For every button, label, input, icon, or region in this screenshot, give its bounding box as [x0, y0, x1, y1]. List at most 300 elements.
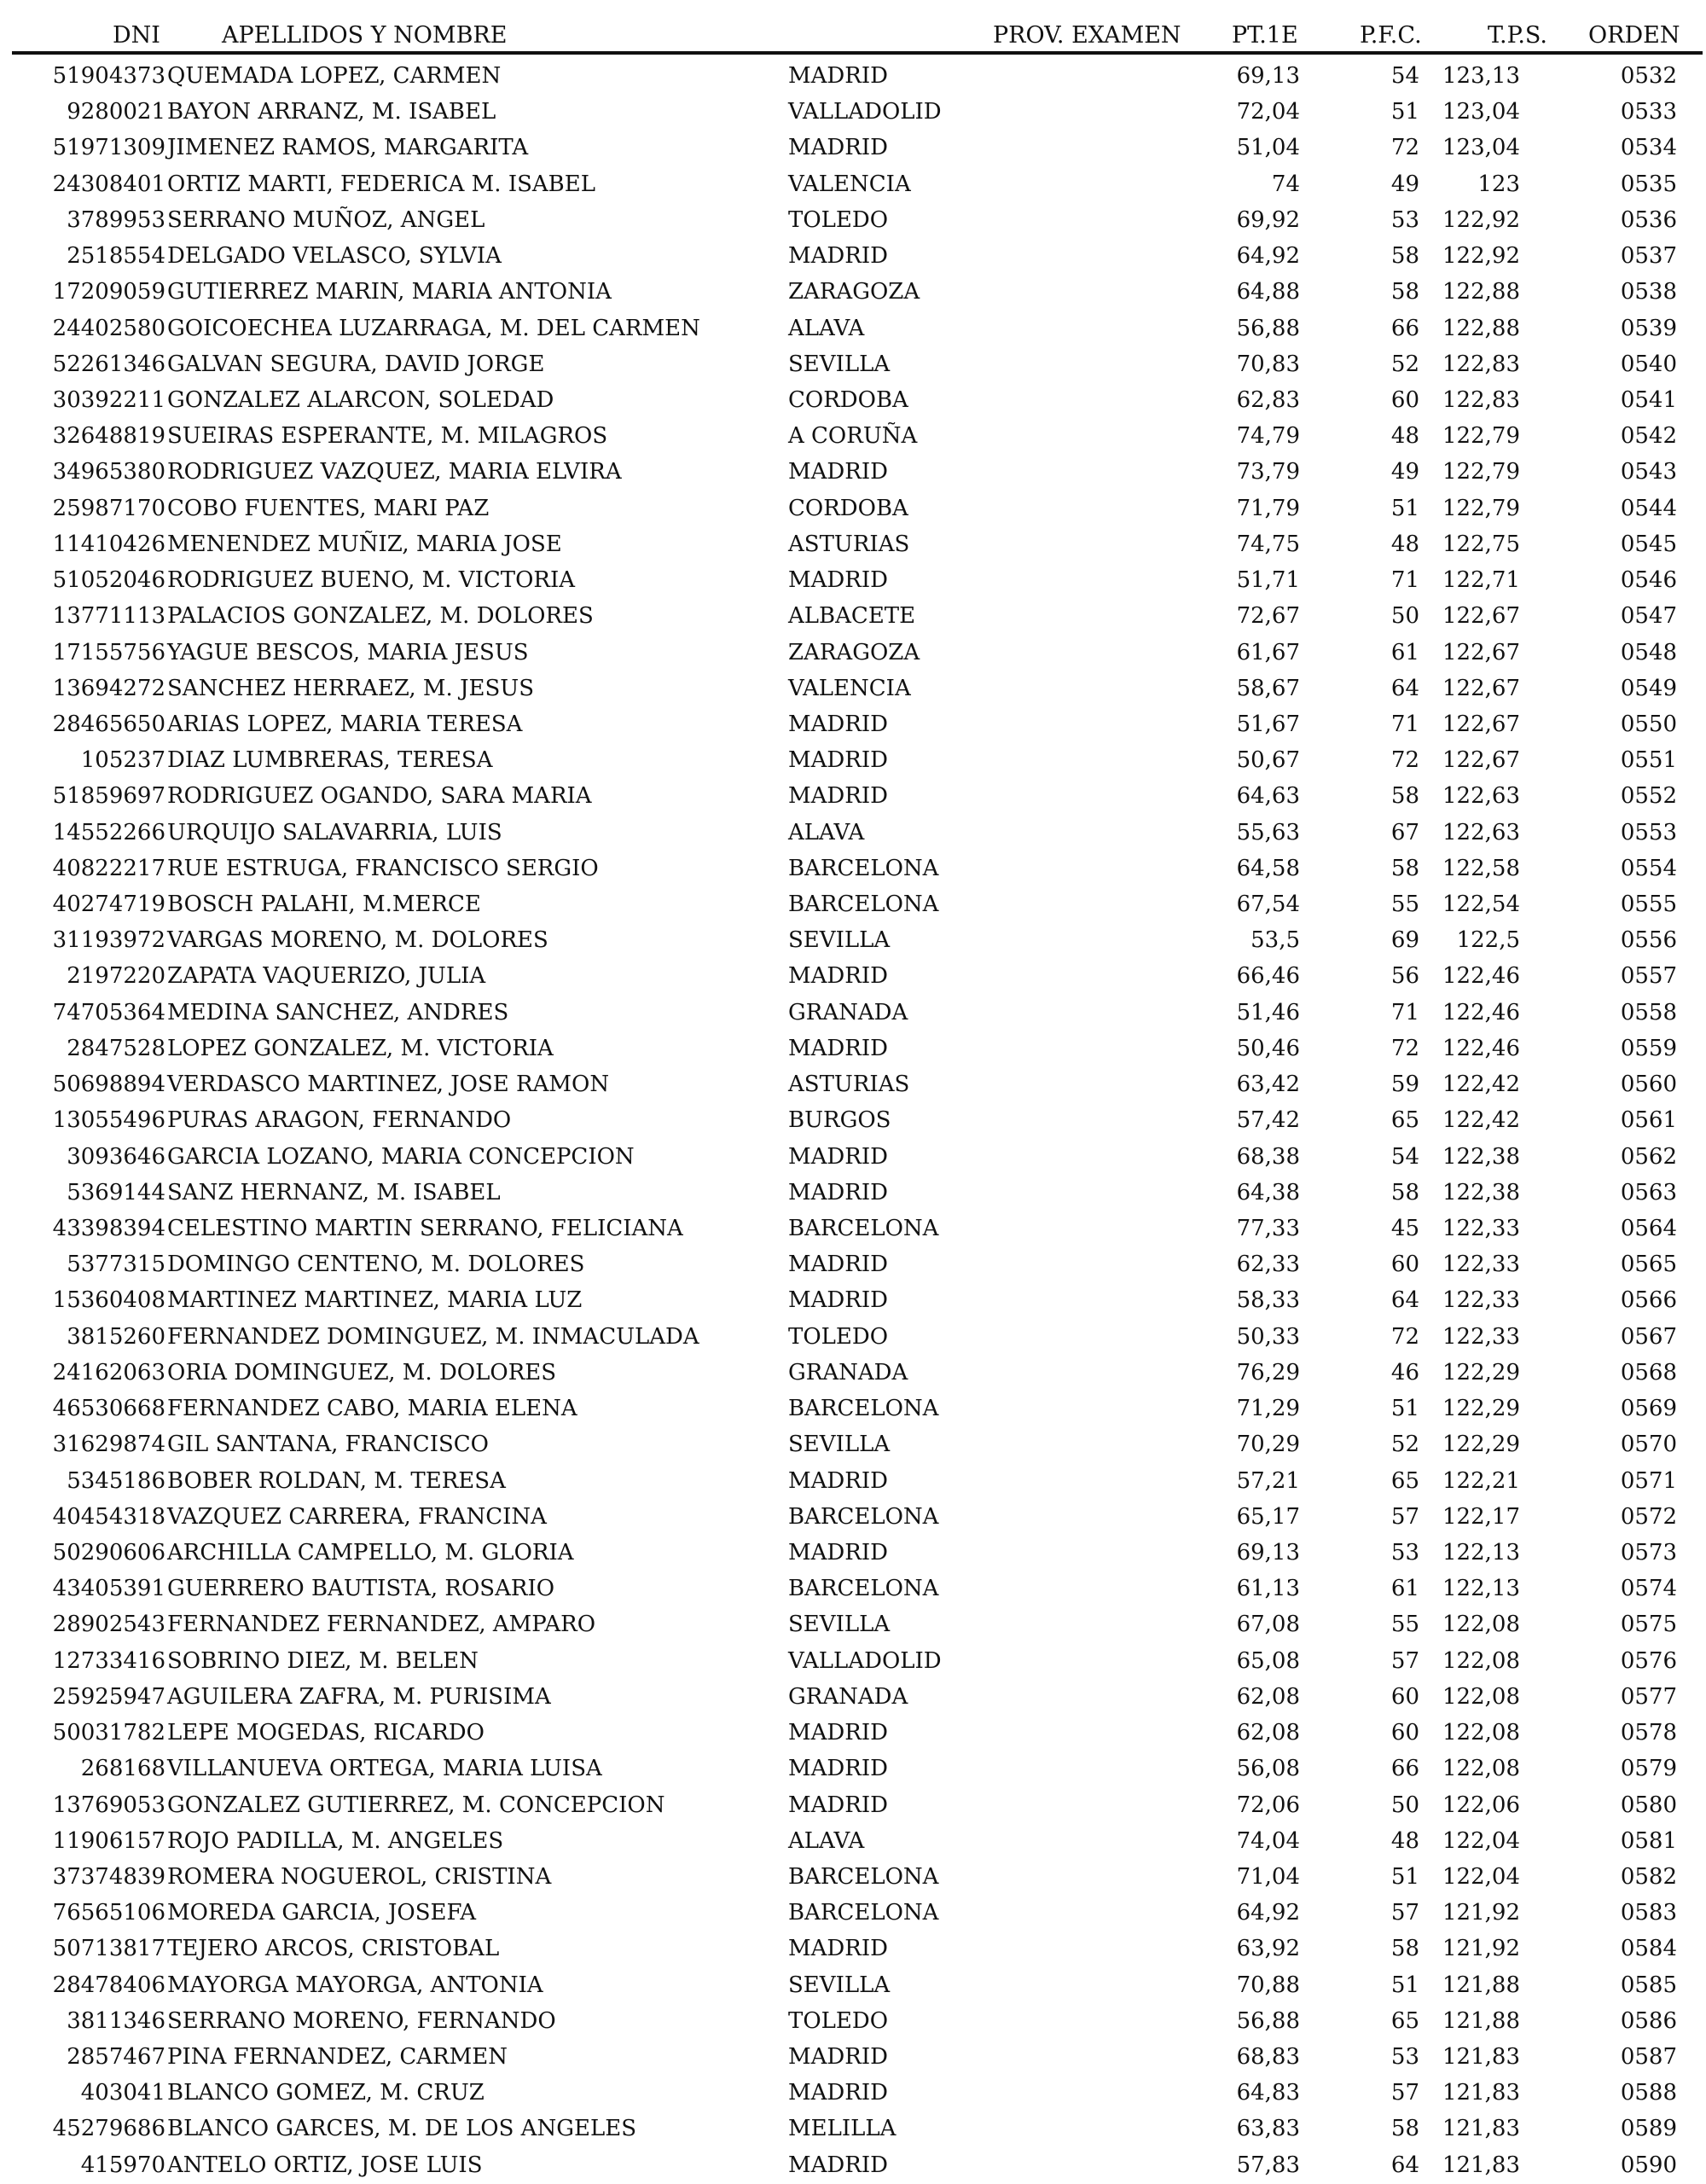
cell-pt: 76,29	[1236, 1359, 1300, 1385]
cell-pt: 66,46	[1236, 963, 1300, 990]
cell-orden: 0570	[1620, 1432, 1677, 1458]
cell-orden: 0558	[1620, 999, 1677, 1025]
cell-prov: MADRID	[788, 711, 888, 737]
cell-pt: 65,08	[1236, 1647, 1300, 1674]
cell-orden: 0565	[1620, 1252, 1677, 1278]
cell-prov: MELILLA	[788, 2116, 897, 2142]
cell-pfc: 60	[1390, 1720, 1419, 1746]
cell-dni: 50031782	[52, 1720, 165, 1746]
cell-pfc: 57	[1390, 2080, 1419, 2106]
cell-orden: 0553	[1620, 819, 1677, 845]
cell-dni: 50698894	[52, 1072, 165, 1098]
header-orden: ORDEN	[1588, 22, 1680, 49]
cell-prov: ALAVA	[788, 1827, 865, 1854]
cell-prov: TOLEDO	[788, 1323, 889, 1350]
table-row	[0, 778, 1706, 814]
cell-tps: 123,04	[1442, 99, 1520, 125]
cell-tps: 122,88	[1442, 279, 1520, 305]
cell-pt: 70,88	[1236, 1972, 1300, 1998]
cell-tps: 122,5	[1456, 927, 1520, 954]
table-row	[0, 671, 1706, 706]
cell-pt: 64,58	[1236, 855, 1300, 881]
cell-dni: 268168	[80, 1756, 165, 1782]
cell-tps: 123,13	[1442, 63, 1520, 89]
cell-pfc: 72	[1390, 135, 1419, 161]
cell-tps: 122,54	[1442, 892, 1520, 918]
cell-prov: ALAVA	[788, 315, 865, 341]
cell-name: SUEIRAS ESPERANTE, M. MILAGROS	[167, 423, 608, 450]
cell-orden: 0579	[1620, 1756, 1677, 1782]
header-pt: PT.1E	[1232, 22, 1298, 49]
cell-tps: 122,33	[1442, 1287, 1520, 1314]
cell-name: MARTINEZ MARTINEZ, MARIA LUZ	[167, 1287, 583, 1314]
cell-pt: 64,92	[1236, 1900, 1300, 1926]
cell-pfc: 58	[1390, 1936, 1419, 1962]
cell-name: VILLANUEVA ORTEGA, MARIA LUISA	[167, 1756, 602, 1782]
cell-pfc: 58	[1390, 2116, 1419, 2142]
cell-prov: MADRID	[788, 2044, 888, 2071]
cell-pfc: 57	[1390, 1900, 1419, 1926]
cell-orden: 0538	[1620, 279, 1677, 305]
cell-prov: MADRID	[788, 1936, 888, 1962]
cell-dni: 105237	[80, 747, 165, 774]
cell-name: RODRIGUEZ VAZQUEZ, MARIA ELVIRA	[167, 459, 622, 485]
cell-pt: 57,42	[1236, 1107, 1300, 1134]
table-row	[0, 1571, 1706, 1606]
cell-pfc: 53	[1390, 2044, 1419, 2071]
cell-orden: 0569	[1620, 1396, 1677, 1422]
cell-pt: 50,33	[1236, 1323, 1300, 1350]
cell-orden: 0588	[1620, 2080, 1677, 2106]
cell-pt: 62,08	[1236, 1720, 1300, 1746]
table-row	[0, 1535, 1706, 1571]
table-row	[0, 1499, 1706, 1535]
cell-pt: 61,13	[1236, 1576, 1300, 1602]
header-tps: T.P.S.	[1488, 22, 1548, 49]
cell-prov: MADRID	[788, 63, 888, 89]
cell-name: CELESTINO MARTIN SERRANO, FELICIANA	[167, 1216, 683, 1241]
table-row	[0, 1175, 1706, 1211]
cell-tps: 122,46	[1442, 999, 1520, 1025]
cell-pfc: 58	[1390, 783, 1419, 810]
cell-dni: 24308401	[52, 171, 165, 197]
cell-prov: SEVILLA	[788, 1972, 891, 1998]
cell-dni: 12733416	[52, 1647, 165, 1674]
table-row	[0, 382, 1706, 418]
cell-name: BOSCH PALAHI, M.MERCE	[167, 892, 481, 918]
cell-orden: 0536	[1620, 206, 1677, 233]
table-row	[0, 2111, 1706, 2146]
cell-name: PINA FERNANDEZ, CARMEN	[167, 2044, 508, 2071]
table-row	[0, 742, 1706, 778]
cell-orden: 0541	[1620, 386, 1677, 413]
cell-pt: 69,92	[1236, 206, 1300, 233]
cell-dni: 17155756	[52, 639, 165, 665]
cell-pt: 64,92	[1236, 243, 1300, 270]
cell-prov: BARCELONA	[788, 1900, 939, 1926]
cell-tps: 121,83	[1442, 2116, 1520, 2142]
table-row	[0, 2039, 1706, 2075]
table-row	[0, 418, 1706, 454]
cell-pt: 71,79	[1236, 495, 1300, 521]
cell-pt: 55,63	[1236, 819, 1300, 845]
cell-orden: 0571	[1620, 1467, 1677, 1494]
cell-dni: 3811346	[67, 2007, 165, 2034]
cell-pfc: 45	[1390, 1216, 1419, 1241]
cell-dni: 9280021	[67, 99, 165, 125]
cell-pt: 63,83	[1236, 2116, 1300, 2142]
cell-pfc: 65	[1390, 1107, 1419, 1134]
cell-name: ROJO PADILLA, M. ANGELES	[167, 1827, 504, 1854]
cell-name: ANTELO ORTIZ, JOSE LUIS	[167, 2152, 483, 2178]
cell-pfc: 51	[1390, 495, 1419, 521]
table-row	[0, 815, 1706, 851]
cell-dni: 13771113	[52, 603, 165, 630]
cell-pfc: 67	[1390, 819, 1419, 845]
cell-name: BLANCO GOMEZ, M. CRUZ	[167, 2080, 485, 2106]
cell-orden: 0551	[1620, 747, 1677, 774]
cell-name: VARGAS MORENO, M. DOLORES	[167, 927, 548, 954]
cell-tps: 122,29	[1442, 1432, 1520, 1458]
cell-dni: 51971309	[52, 135, 165, 161]
cell-prov: MADRID	[788, 1252, 888, 1278]
cell-name: RODRIGUEZ BUENO, M. VICTORIA	[167, 567, 576, 594]
cell-name: URQUIJO SALAVARRIA, LUIS	[167, 819, 502, 845]
cell-prov: MADRID	[788, 1179, 888, 1205]
cell-orden: 0574	[1620, 1576, 1677, 1602]
cell-prov: MADRID	[788, 963, 888, 990]
cell-orden: 0546	[1620, 567, 1677, 594]
cell-orden: 0550	[1620, 711, 1677, 737]
cell-pfc: 64	[1390, 1287, 1419, 1314]
cell-prov: BARCELONA	[788, 855, 939, 881]
header-name: APELLIDOS Y NOMBRE	[222, 22, 508, 49]
cell-tps: 122,67	[1442, 747, 1520, 774]
cell-prov: ASTURIAS	[788, 1072, 910, 1098]
cell-prov: CORDOBA	[788, 495, 908, 521]
cell-name: MENENDEZ MUÑIZ, MARIA JOSE	[167, 531, 562, 557]
cell-pfc: 48	[1390, 423, 1419, 450]
cell-tps: 123	[1477, 171, 1520, 197]
table-row	[0, 958, 1706, 994]
cell-pfc: 58	[1390, 1179, 1419, 1205]
cell-prov: MADRID	[788, 459, 888, 485]
cell-tps: 122,29	[1442, 1396, 1520, 1422]
cell-pt: 74	[1271, 171, 1300, 197]
cell-orden: 0559	[1620, 1035, 1677, 1061]
cell-name: ROMERA NOGUEROL, CRISTINA	[167, 1863, 552, 1890]
cell-prov: VALLADOLID	[788, 1647, 942, 1674]
cell-dni: 40822217	[52, 855, 165, 881]
cell-pt: 57,83	[1236, 2152, 1300, 2178]
cell-name: SERRANO MUÑOZ, ANGEL	[167, 206, 485, 233]
cell-pfc: 48	[1390, 1827, 1419, 1854]
cell-tps: 122,29	[1442, 1359, 1520, 1385]
cell-prov: BARCELONA	[788, 1396, 939, 1422]
cell-prov: ALBACETE	[788, 603, 916, 630]
cell-orden: 0540	[1620, 351, 1677, 377]
cell-pt: 71,04	[1236, 1863, 1300, 1890]
cell-name: ORIA DOMINGUEZ, M. DOLORES	[167, 1359, 557, 1385]
cell-tps: 122,33	[1442, 1252, 1520, 1278]
cell-tps: 122,08	[1442, 1756, 1520, 1782]
cell-name: GARCIA LOZANO, MARIA CONCEPCION	[167, 1143, 635, 1170]
cell-name: DIAZ LUMBRERAS, TERESA	[167, 747, 493, 774]
cell-orden: 0578	[1620, 1720, 1677, 1746]
cell-pfc: 58	[1390, 279, 1419, 305]
cell-name: GIL SANTANA, FRANCISCO	[167, 1432, 489, 1458]
cell-tps: 122,13	[1442, 1539, 1520, 1565]
cell-pt: 72,06	[1236, 1792, 1300, 1818]
table-row	[0, 1895, 1706, 1931]
cell-pt: 74,75	[1236, 531, 1300, 557]
cell-pt: 51,71	[1236, 567, 1300, 594]
cell-dni: 24162063	[52, 1359, 165, 1385]
cell-prov: VALLADOLID	[788, 99, 942, 125]
table-row	[0, 1859, 1706, 1895]
cell-tps: 122,92	[1442, 243, 1520, 270]
cell-pfc: 72	[1390, 1035, 1419, 1061]
cell-name: LOPEZ GONZALEZ, M. VICTORIA	[167, 1035, 554, 1061]
cell-name: PALACIOS GONZALEZ, M. DOLORES	[167, 603, 594, 630]
cell-orden: 0576	[1620, 1647, 1677, 1674]
cell-pt: 68,83	[1236, 2044, 1300, 2071]
cell-pfc: 66	[1390, 315, 1419, 341]
cell-name: GONZALEZ ALARCON, SOLEDAD	[167, 386, 554, 413]
cell-orden: 0587	[1620, 2044, 1677, 2071]
table-row	[0, 886, 1706, 922]
cell-prov: TOLEDO	[788, 2007, 889, 2034]
cell-name: GONZALEZ GUTIERREZ, M. CONCEPCION	[167, 1792, 665, 1818]
table-row	[0, 1066, 1706, 1102]
cell-dni: 28902543	[52, 1612, 165, 1638]
cell-name: GALVAN SEGURA, DAVID JORGE	[167, 351, 545, 377]
cell-orden: 0533	[1620, 99, 1677, 125]
cell-prov: MADRID	[788, 1539, 888, 1565]
cell-tps: 122,33	[1442, 1216, 1520, 1241]
cell-name: MAYORGA MAYORGA, ANTONIA	[167, 1972, 543, 1998]
table-row	[0, 238, 1706, 274]
cell-pt: 63,42	[1236, 1072, 1300, 1098]
table-row	[0, 2075, 1706, 2111]
cell-orden: 0554	[1620, 855, 1677, 881]
cell-orden: 0556	[1620, 927, 1677, 954]
cell-orden: 0573	[1620, 1539, 1677, 1565]
table-row	[0, 851, 1706, 886]
cell-pt: 62,83	[1236, 386, 1300, 413]
cell-tps: 122,63	[1442, 819, 1520, 845]
cell-dni: 31629874	[52, 1432, 165, 1458]
cell-pfc: 51	[1390, 99, 1419, 125]
cell-tps: 122,33	[1442, 1323, 1520, 1350]
header-prov: PROV. EXAMEN	[993, 22, 1181, 49]
table-row	[0, 491, 1706, 526]
cell-pfc: 50	[1390, 1792, 1419, 1818]
table-row	[0, 1715, 1706, 1751]
cell-tps: 122,79	[1442, 423, 1520, 450]
cell-dni: 25925947	[52, 1683, 165, 1710]
cell-orden: 0582	[1620, 1863, 1677, 1890]
cell-dni: 40454318	[52, 1503, 165, 1530]
cell-name: BOBER ROLDAN, M. TERESA	[167, 1467, 506, 1494]
cell-pfc: 71	[1390, 711, 1419, 737]
cell-orden: 0545	[1620, 531, 1677, 557]
cell-dni: 15360408	[52, 1287, 165, 1314]
cell-orden: 0575	[1620, 1612, 1677, 1638]
cell-pt: 72,04	[1236, 99, 1300, 125]
cell-prov: MADRID	[788, 1035, 888, 1061]
cell-orden: 0589	[1620, 2116, 1677, 2142]
cell-dni: 43405391	[52, 1576, 165, 1602]
cell-name: VERDASCO MARTINEZ, JOSE RAMON	[167, 1072, 610, 1098]
table-row	[0, 2003, 1706, 2039]
cell-pt: 56,08	[1236, 1756, 1300, 1782]
cell-prov: A CORUÑA	[788, 423, 918, 450]
cell-prov: SEVILLA	[788, 927, 891, 954]
table-row	[0, 1823, 1706, 1859]
cell-orden: 0585	[1620, 1972, 1677, 1998]
cell-prov: MADRID	[788, 747, 888, 774]
cell-prov: GRANADA	[788, 1359, 908, 1385]
cell-prov: MADRID	[788, 1792, 888, 1818]
table-row	[0, 1751, 1706, 1786]
cell-tps: 122,67	[1442, 603, 1520, 630]
table-row	[0, 202, 1706, 238]
cell-dni: 43398394	[52, 1216, 165, 1241]
cell-dni: 28465650	[52, 711, 165, 737]
cell-orden: 0586	[1620, 2007, 1677, 2034]
cell-dni: 24402580	[52, 315, 165, 341]
cell-prov: BARCELONA	[788, 1863, 939, 1890]
header-pfc: P.F.C.	[1360, 22, 1422, 49]
table-row	[0, 1211, 1706, 1246]
table-row	[0, 562, 1706, 598]
cell-orden: 0555	[1620, 892, 1677, 918]
cell-prov: ZARAGOZA	[788, 279, 920, 305]
cell-pfc: 60	[1390, 1683, 1419, 1710]
cell-tps: 121,92	[1442, 1936, 1520, 1962]
cell-prov: BARCELONA	[788, 892, 939, 918]
cell-prov: TOLEDO	[788, 206, 889, 233]
cell-name: ZAPATA VAQUERIZO, JULIA	[167, 963, 486, 990]
cell-pfc: 51	[1390, 1863, 1419, 1890]
cell-pfc: 65	[1390, 2007, 1419, 2034]
cell-dni: 52261346	[52, 351, 165, 377]
cell-pt: 51,67	[1236, 711, 1300, 737]
table-row	[0, 995, 1706, 1031]
cell-name: GUTIERREZ MARIN, MARIA ANTONIA	[167, 279, 612, 305]
table-row	[0, 274, 1706, 310]
table-row	[0, 1391, 1706, 1426]
cell-pt: 64,38	[1236, 1179, 1300, 1205]
table-row	[0, 1139, 1706, 1175]
table-row	[0, 526, 1706, 562]
cell-dni: 25987170	[52, 495, 165, 521]
cell-dni: 3789953	[67, 206, 165, 233]
table-row	[0, 166, 1706, 202]
cell-orden: 0542	[1620, 423, 1677, 450]
table-header	[12, 19, 1703, 53]
cell-tps: 122,67	[1442, 711, 1520, 737]
cell-dni: 5369144	[67, 1179, 165, 1205]
cell-dni: 13769053	[52, 1792, 165, 1818]
cell-prov: SEVILLA	[788, 1612, 891, 1638]
cell-dni: 3093646	[67, 1143, 165, 1170]
cell-pfc: 54	[1390, 63, 1419, 89]
cell-pt: 56,88	[1236, 2007, 1300, 2034]
cell-pt: 51,46	[1236, 999, 1300, 1025]
cell-tps: 122,42	[1442, 1072, 1520, 1098]
table-row	[0, 1931, 1706, 1966]
cell-tps: 121,83	[1442, 2044, 1520, 2071]
cell-dni: 76565106	[52, 1900, 165, 1926]
cell-dni: 13694272	[52, 675, 165, 701]
cell-dni: 51052046	[52, 567, 165, 594]
cell-orden: 0552	[1620, 783, 1677, 810]
cell-prov: SEVILLA	[788, 1432, 891, 1458]
cell-pfc: 61	[1390, 639, 1419, 665]
cell-dni: 2518554	[67, 243, 165, 270]
cell-pfc: 66	[1390, 1756, 1419, 1782]
cell-tps: 122,83	[1442, 351, 1520, 377]
cell-orden: 0543	[1620, 459, 1677, 485]
cell-pfc: 49	[1390, 171, 1419, 197]
cell-dni: 415970	[80, 2152, 165, 2178]
cell-pfc: 55	[1390, 892, 1419, 918]
table-row	[0, 130, 1706, 166]
cell-orden: 0548	[1620, 639, 1677, 665]
cell-name: JIMENEZ RAMOS, MARGARITA	[167, 135, 529, 161]
cell-prov: BARCELONA	[788, 1216, 939, 1241]
cell-orden: 0537	[1620, 243, 1677, 270]
cell-prov: ASTURIAS	[788, 531, 910, 557]
table-row	[0, 1282, 1706, 1318]
cell-name: FERNANDEZ FERNANDEZ, AMPARO	[167, 1612, 596, 1638]
table-row	[0, 1967, 1706, 2003]
cell-pfc: 59	[1390, 1072, 1419, 1098]
cell-tps: 122,83	[1442, 386, 1520, 413]
cell-pt: 64,83	[1236, 2080, 1300, 2106]
cell-pfc: 64	[1390, 675, 1419, 701]
cell-pt: 67,08	[1236, 1612, 1300, 1638]
table-row	[0, 1463, 1706, 1499]
cell-dni: 5345186	[67, 1467, 165, 1494]
table-row	[0, 706, 1706, 742]
cell-orden: 0547	[1620, 603, 1677, 630]
cell-dni: 31193972	[52, 927, 165, 954]
cell-pfc: 57	[1390, 1647, 1419, 1674]
cell-pt: 70,29	[1236, 1432, 1300, 1458]
cell-orden: 0563	[1620, 1179, 1677, 1205]
cell-pfc: 55	[1390, 1612, 1419, 1638]
table-row	[0, 1355, 1706, 1391]
cell-pt: 58,67	[1236, 675, 1300, 701]
cell-orden: 0564	[1620, 1216, 1677, 1241]
cell-pt: 70,83	[1236, 351, 1300, 377]
cell-pfc: 58	[1390, 855, 1419, 881]
cell-tps: 122,42	[1442, 1107, 1520, 1134]
cell-tps: 121,92	[1442, 1900, 1520, 1926]
header-rule	[12, 51, 1703, 55]
cell-name: GOICOECHEA LUZARRAGA, M. DEL CARMEN	[167, 315, 700, 341]
table-row	[0, 1606, 1706, 1642]
cell-dni: 50713817	[52, 1936, 165, 1962]
cell-prov: MADRID	[788, 567, 888, 594]
table-row	[0, 1246, 1706, 1282]
cell-dni: 403041	[80, 2080, 165, 2106]
cell-dni: 46530668	[52, 1396, 165, 1422]
cell-tps: 121,88	[1442, 2007, 1520, 2034]
